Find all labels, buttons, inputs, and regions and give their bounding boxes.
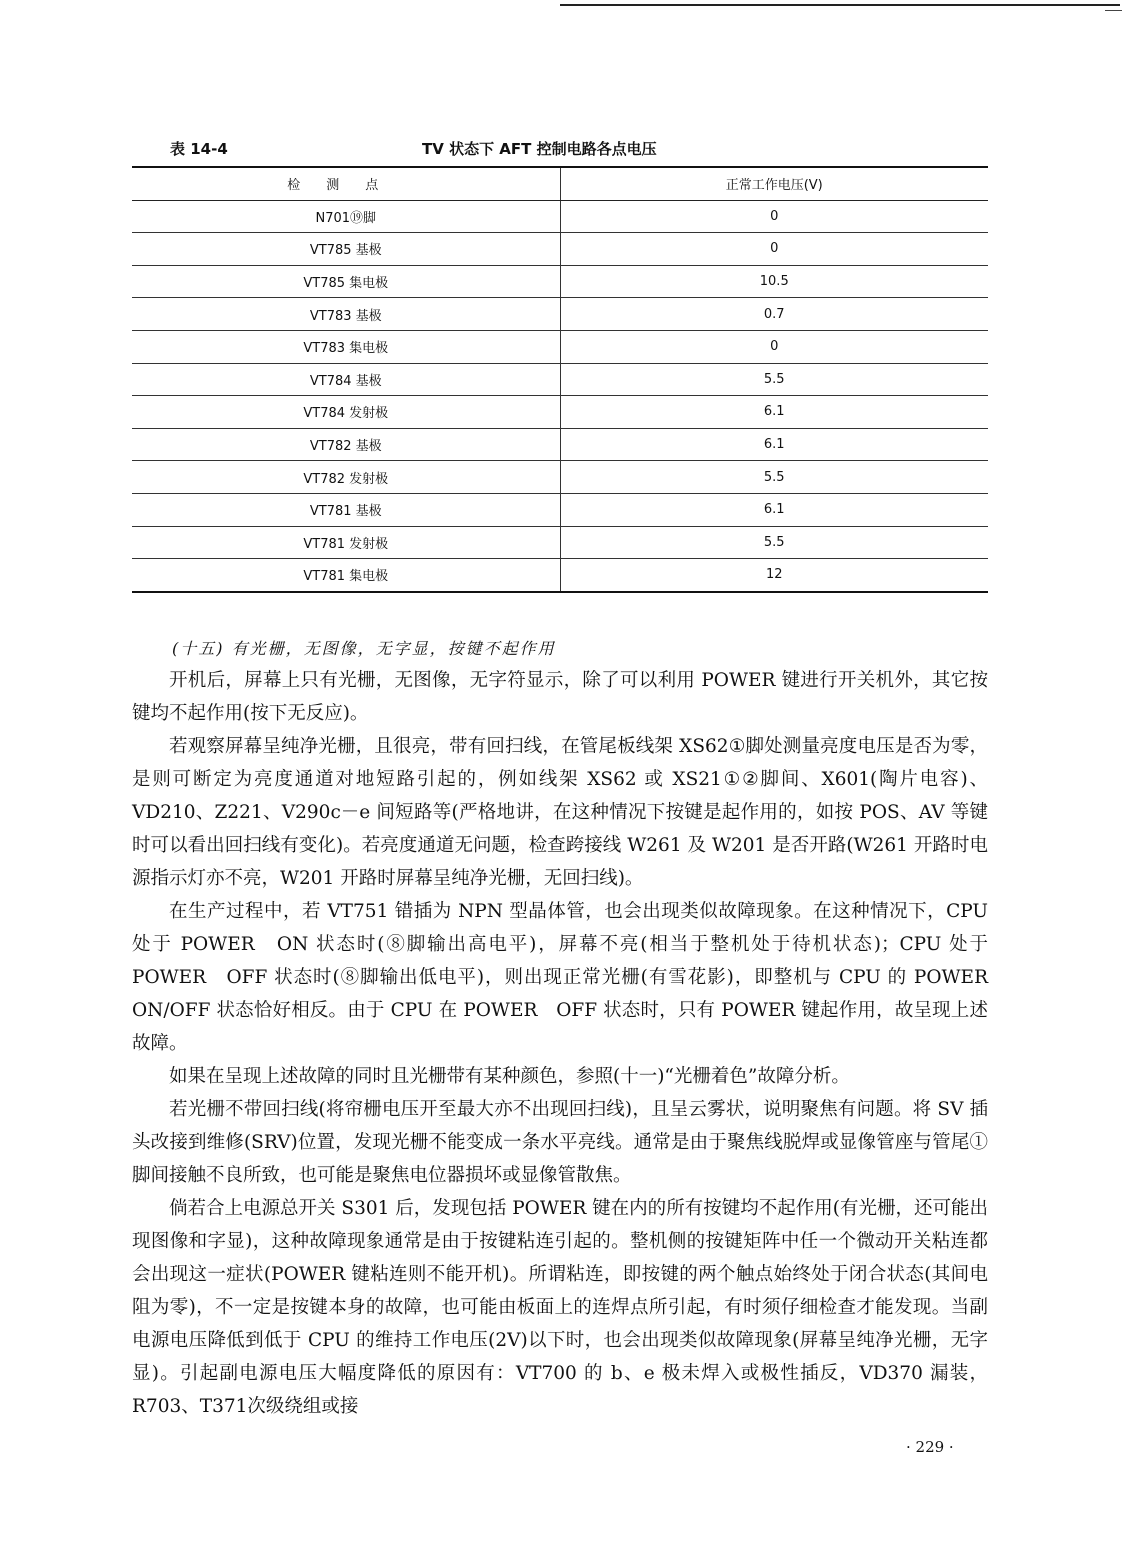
table-row	[132, 200, 988, 233]
paragraph: 如果在呈现上述故障的同时且光栅带有某种颜色，参照(十一)“光栅着色”故障分析。	[169, 1066, 850, 1087]
test-point-cell: VT782 发射极	[132, 461, 560, 494]
voltage-cell: 12	[560, 559, 988, 592]
voltage-cell: 6.1	[560, 428, 988, 461]
table-row	[132, 330, 988, 363]
paragraph: 开机后，屏幕上只有光栅，无图像，无字符显示，除了可以利用 POWER 键进行开关机外，其它按键均不起作用(按下无反应)。	[132, 670, 988, 724]
table-row	[132, 298, 988, 331]
voltage-cell: 5.5	[560, 526, 988, 559]
page-number: · 229 ·	[906, 1438, 954, 1456]
table-row	[132, 233, 988, 266]
table-caption	[170, 136, 990, 160]
voltage-cell: 0	[560, 233, 988, 266]
table-row	[132, 461, 988, 494]
voltage-cell: 0.7	[560, 298, 988, 331]
voltage-cell: 0	[560, 200, 988, 233]
column-header-voltage: 正常工作电压(V)	[560, 167, 988, 200]
test-point-cell: VT785 集电极	[132, 265, 560, 298]
table-title: TV 状态下 AFT 控制电路各点电压	[422, 140, 657, 158]
voltage-cell: 10.5	[560, 265, 988, 298]
test-point-cell: VT784 基极	[132, 363, 560, 396]
test-point-cell: VT781 集电极	[132, 559, 560, 592]
voltage-cell: 5.5	[560, 461, 988, 494]
table-row	[132, 493, 988, 526]
paragraph: 若观察屏幕呈纯净光栅，且很亮，带有回扫线，在管尾板线架 XS62①脚处测量亮度电压是否为零，是则可断定为亮度通道对地短路引起的，例如线架 XS62 或 XS21①②脚间、X601(陶片电容)、VD210、Z221、V290c－e 间短路等(严格地讲，在这种情况下按键是起作用的，如按 POS、AV 等键时可以看出回扫线有变化)。若亮度通道无问题，检查跨接线 W261 及 W201 是否开路(W261 开路时电源指示灯亦不亮，W201 开路时屏幕呈纯净光栅，无回扫线)。	[132, 736, 988, 889]
table-number: 表 14-4	[170, 140, 228, 158]
test-point-cell: VT783 基极	[132, 298, 560, 331]
test-point-cell: VT781 基极	[132, 493, 560, 526]
body-text	[132, 664, 1007, 1423]
header-rule	[560, 4, 1120, 6]
table-row	[132, 363, 988, 396]
voltage-cell: 6.1	[560, 493, 988, 526]
section-heading: (十五) 有光栅，无图像，无字显，按键不起作用	[172, 639, 556, 658]
test-point-cell: VT784 发射极	[132, 396, 560, 429]
table-row	[132, 559, 988, 592]
test-point-cell: VT782 基极	[132, 428, 560, 461]
table-header-row	[132, 167, 988, 200]
voltage-cell: 5.5	[560, 363, 988, 396]
table-row	[132, 396, 988, 429]
voltage-cell: 6.1	[560, 396, 988, 429]
table-row	[132, 265, 988, 298]
test-point-cell: VT783 集电极	[132, 330, 560, 363]
voltage-table	[132, 166, 988, 593]
paragraph: 倘若合上电源总开关 S301 后，发现包括 POWER 键在内的所有按键均不起作用(有光栅，还可能出现图像和字显)，这种故障现象通常是由于按键粘连引起的。整机侧的按键矩阵中任一个微动开关粘连都会出现这一症状(POWER 键粘连则不能开机)。所谓粘连，即按键的两个触点始终处于闭合状态(其间电阻为零)，不一定是按键本身的故障，也可能由板面上的连焊点所引起，有时须仔细检查才能发现。当副电源电压降低到低于 CPU 的维持工作电压(2V)以下时，也会出现类似故障现象(屏幕呈纯净光栅，无字显)。引起副电源电压大幅度降低的原因有：VT700 的 b、e 极未焊入或极性插反，VD370 漏装，R703、T371次级绕组或接	[132, 1198, 988, 1417]
test-point-cell: N701⑲脚	[132, 200, 560, 233]
test-point-cell: VT785 基极	[132, 233, 560, 266]
paragraph: 若光栅不带回扫线(将帘栅电压开至最大亦不出现回扫线)，且呈云雾状，说明聚焦有问题。将 SV 插头改接到维修(SRV)位置，发现光栅不能变成一条水平亮线。通常是由于聚焦线脱焊或显像管座与管尾①脚间接触不良所致，也可能是聚焦电位器损坏或显像管散焦。	[132, 1099, 988, 1186]
voltage-cell: 0	[560, 330, 988, 363]
header-rule-short	[1105, 10, 1122, 11]
test-point-cell: VT781 发射极	[132, 526, 560, 559]
table-row	[132, 526, 988, 559]
column-header-test-point: 检测点	[132, 167, 560, 200]
paragraph: 在生产过程中，若 VT751 错插为 NPN 型晶体管，也会出现类似故障现象。在这种情况下，CPU 处于 POWER ON 状态时(⑧脚输出高电平)，屏幕不亮(相当于整机处于待机状态)；CPU 处于 POWER OFF 状态时(⑧脚输出低电平)，则出现正常光栅(有雪花影)，即整机与 CPU 的 POWER ON/OFF 状态恰好相反。由于 CPU 在 POWER OFF 状态时，只有 POWER 键起作用，故呈现上述故障。	[132, 901, 1007, 1054]
table-row	[132, 428, 988, 461]
